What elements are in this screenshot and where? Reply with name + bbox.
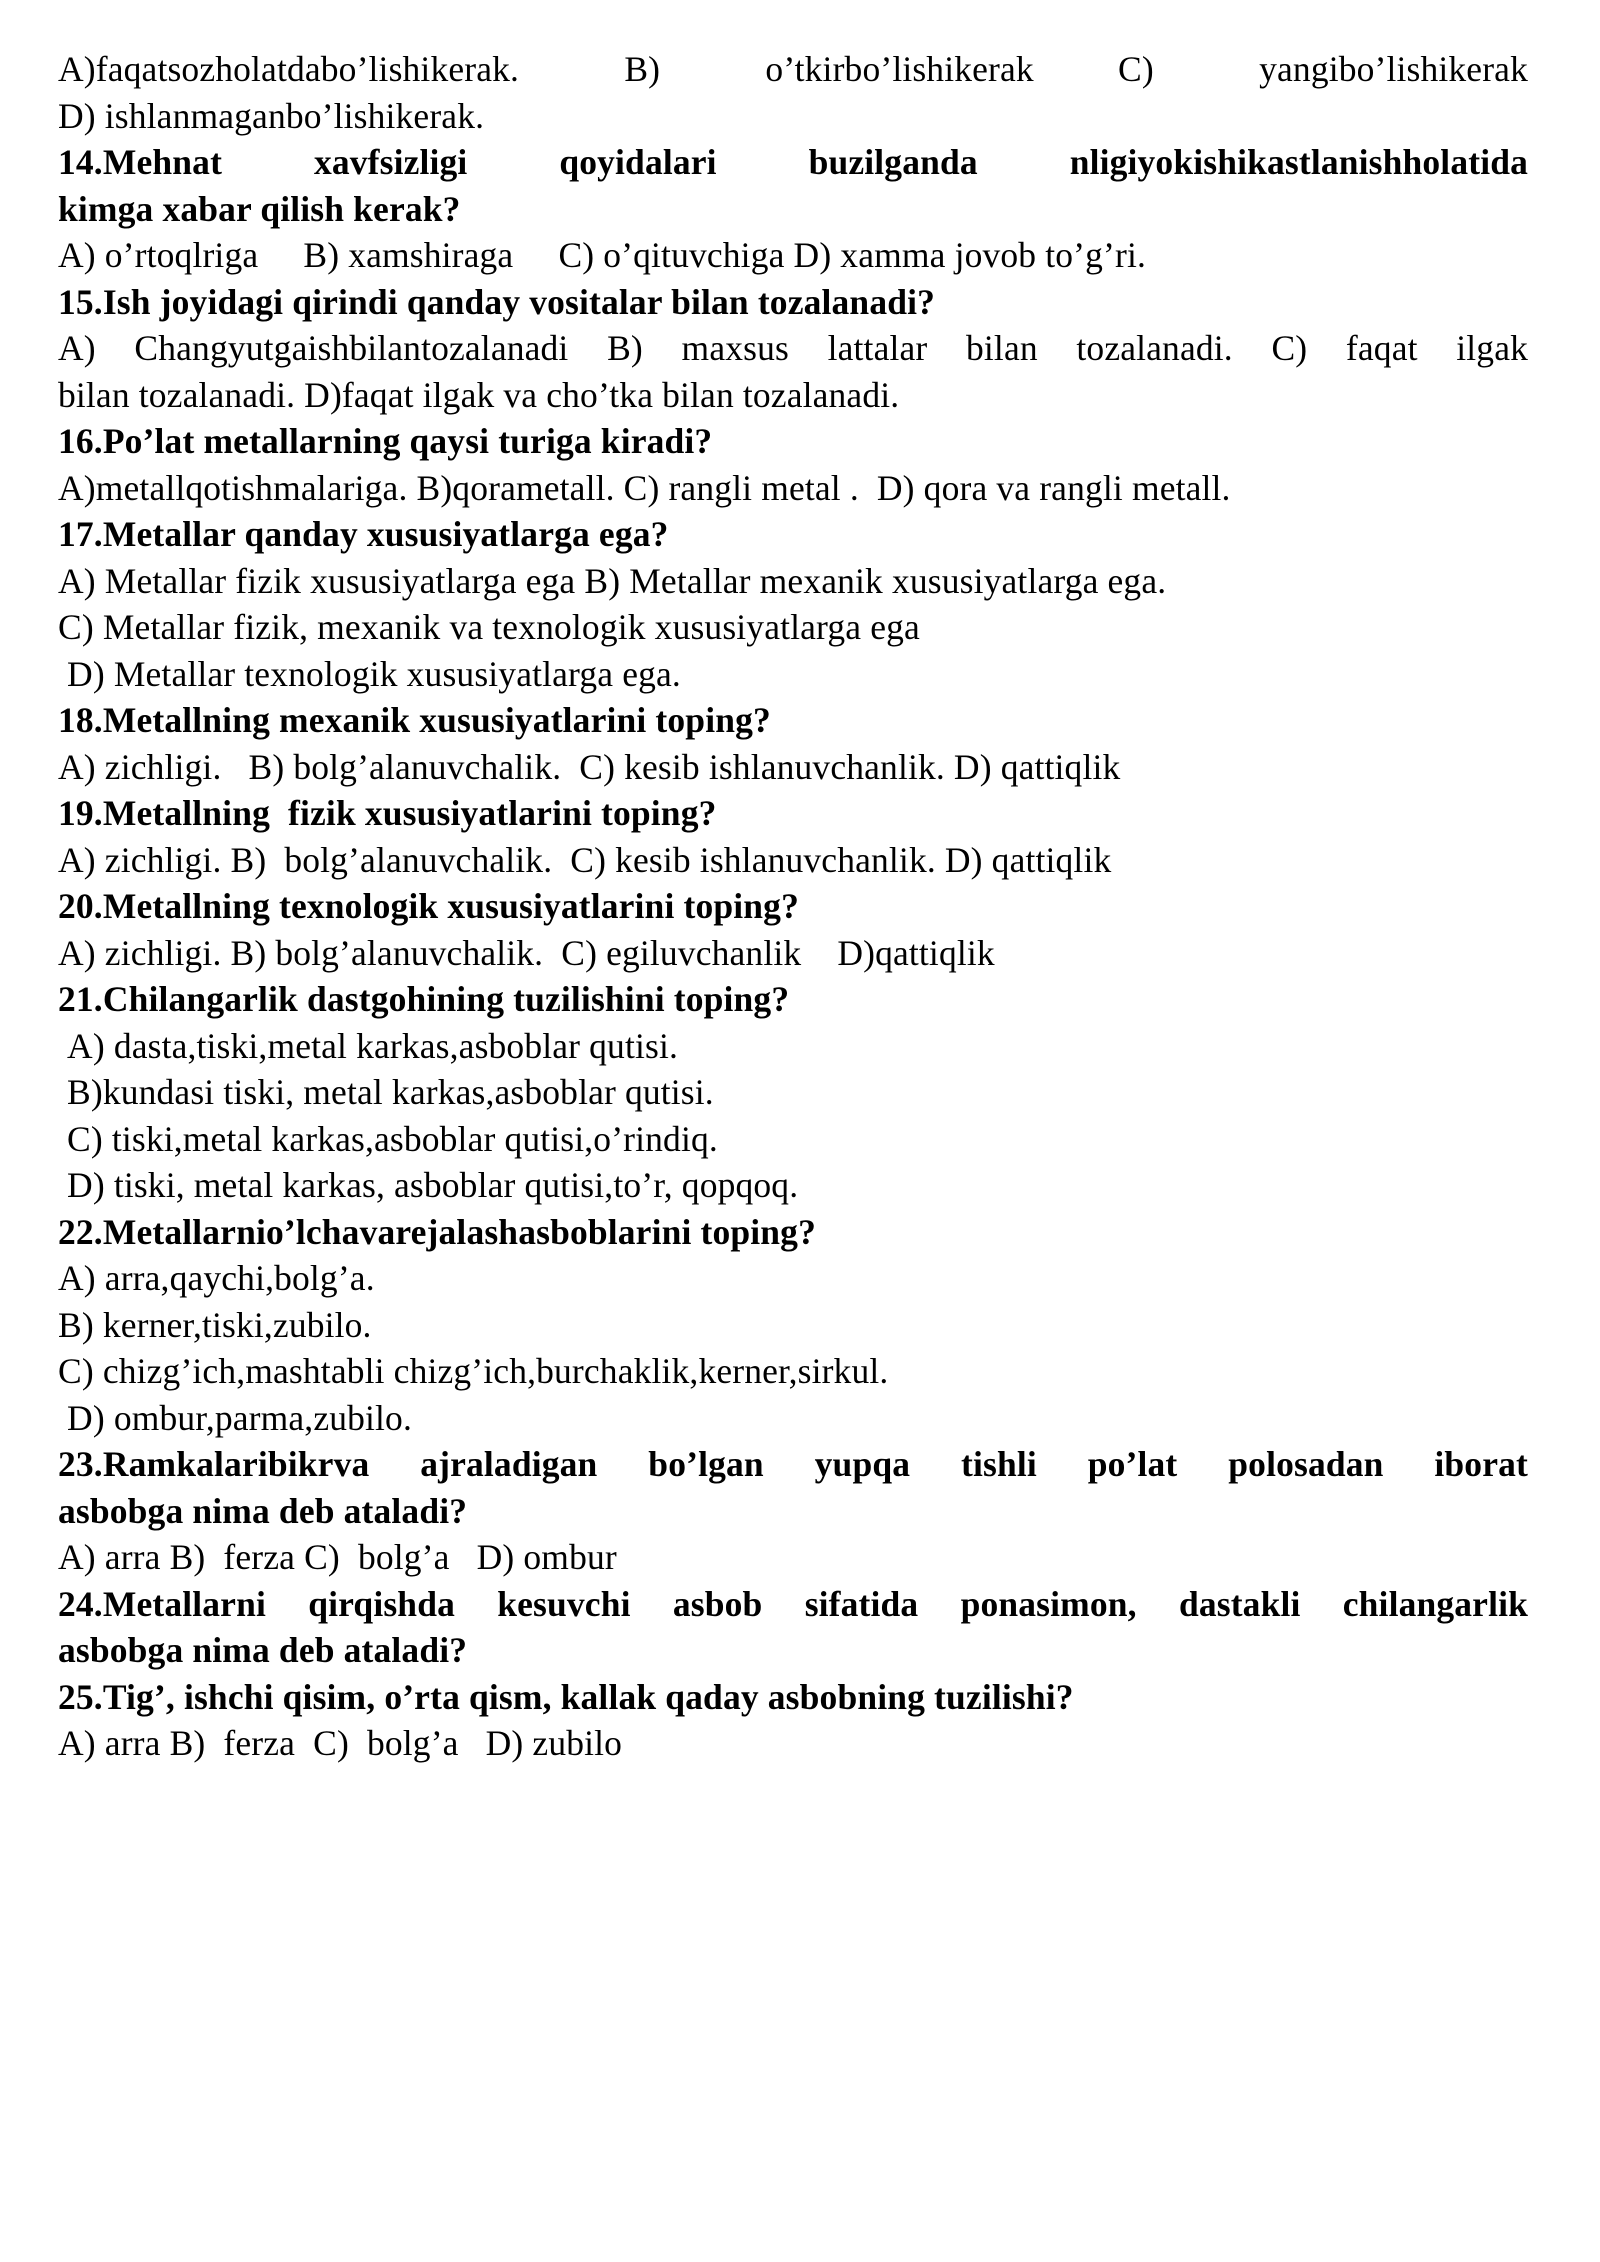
q22-option-c: C) chizg’ich,mashtabli chizg’ich,burchaklik,kerner,sirkul.: [58, 1351, 889, 1391]
q22-option-b: B) kerner,tiski,zubilo.: [58, 1304, 372, 1345]
q17-option-c: C) Metallar fizik, mexanik va texnologik xususiyatlarga ega: [58, 607, 920, 647]
q13-options-line-1: A)faqatsozholatdabo’lishikerak. B) o’tkirbo’lishikerak C) yangibo’lishikerak: [58, 49, 1528, 89]
q25-title: 25.Tig’, ishchi qisim, o’rta qism, kallak qaday asbobning tuzilishi?: [58, 1676, 1074, 1717]
q21-title: 21.Chilangarlik dastgohining tuzilishini toping?: [58, 979, 790, 1019]
q20-title: 20.Metallning texnologik xususiyatlarini toping?: [58, 886, 799, 926]
document-body: [58, 46, 1528, 2097]
q24-title-line-2: asbobga nima deb ataladi?: [58, 1630, 468, 1670]
q14-options: A) o’rtoqlriga B) xamshiraga C) o’qituvchiga D) xamma jovob to’g’ri.: [58, 235, 1146, 275]
q20-options: A) zichligi. B) bolg’alanuvchalik. C) egiluvchanlik D)qattiqlik: [58, 932, 995, 973]
q21-option-c: C) tiski,metal karkas,asboblar qutisi,o’rindiq.: [58, 1118, 718, 1159]
q14-title-line-2: kimga xabar qilish kerak?: [58, 188, 461, 229]
q23-title-line-2: asbobga nima deb ataladi?: [58, 1490, 468, 1531]
q19-options: A) zichligi. B) bolg’alanuvchalik. C) kesib ishlanuvchanlik. D) qattiqlik: [58, 839, 1112, 880]
q19-title: 19.Metallning fizik xususiyatlarini toping?: [58, 793, 717, 833]
page-bottom-whitespace: [58, 1767, 1528, 2097]
q21-option-d: D) tiski, metal karkas, asboblar qutisi,to’r, qopqoq.: [58, 1165, 799, 1205]
q21-option-a: A) dasta,tiski,metal karkas,asboblar qutisi.: [58, 1025, 678, 1066]
q17-option-d: D) Metallar texnologik xususiyatlarga ega.: [58, 653, 681, 694]
q23-options: A) arra B) ferza C) bolg’a D) ombur: [58, 1537, 617, 1577]
q17-option-ab: A) Metallar fizik xususiyatlarga ega B) Metallar mexanik xususiyatlarga ega.: [58, 560, 1167, 601]
q24-title-line-1: 24.Metallarni qirqishda kesuvchi asbob sifatida ponasimon, dastakli chilangarlik: [58, 1583, 1528, 1624]
q25-options: A) arra B) ferza C) bolg’a D) zubilo: [58, 1723, 623, 1763]
q16-title: 16.Po’lat metallarning qaysi turiga kiradi?: [58, 421, 713, 461]
q18-options: A) zichligi. B) bolg’alanuvchalik. C) kesib ishlanuvchanlik. D) qattiqlik: [58, 746, 1121, 787]
q18-title: 18.Metallning mexanik xususiyatlarini toping?: [58, 700, 771, 740]
q15-title: 15.Ish joyidagi qirindi qanday vositalar bilan tozalanadi?: [58, 281, 936, 322]
q17-title: 17.Metallar qanday xususiyatlarga ega?: [58, 514, 669, 554]
q22-option-a: A) arra,qaychi,bolg’a.: [58, 1258, 375, 1298]
q23-title-line-1: 23.Ramkalaribikrva ajraladigan bo’lgan yupqa tishli po’lat polosadan iborat: [58, 1444, 1528, 1484]
q15-options-line-1: A) Changyutgaishbilantozalanadi B) maxsus lattalar bilan tozalanadi. C) faqat ilgak: [58, 328, 1528, 368]
q13-options-line-2: D) ishlanmaganbo’lishikerak.: [58, 95, 485, 136]
q21-option-b: B)kundasi tiski, metal karkas,asboblar qutisi.: [58, 1072, 714, 1112]
q14-title-line-1: 14.Mehnat xavfsizligi qoyidalari buzilganda nligiyokishikastlanishholatida: [58, 142, 1528, 182]
q15-options-line-2: bilan tozalanadi. D)faqat ilgak va cho’tka bilan tozalanadi.: [58, 374, 900, 415]
q22-option-d: D) ombur,parma,zubilo.: [58, 1397, 412, 1438]
q16-options: A)metallqotishmalariga. B)qorametall. C) rangli metal . D) qora va rangli metall.: [58, 467, 1231, 508]
q22-title: 22.Metallarnio’lchavarejalashasboblarini toping?: [58, 1211, 816, 1252]
